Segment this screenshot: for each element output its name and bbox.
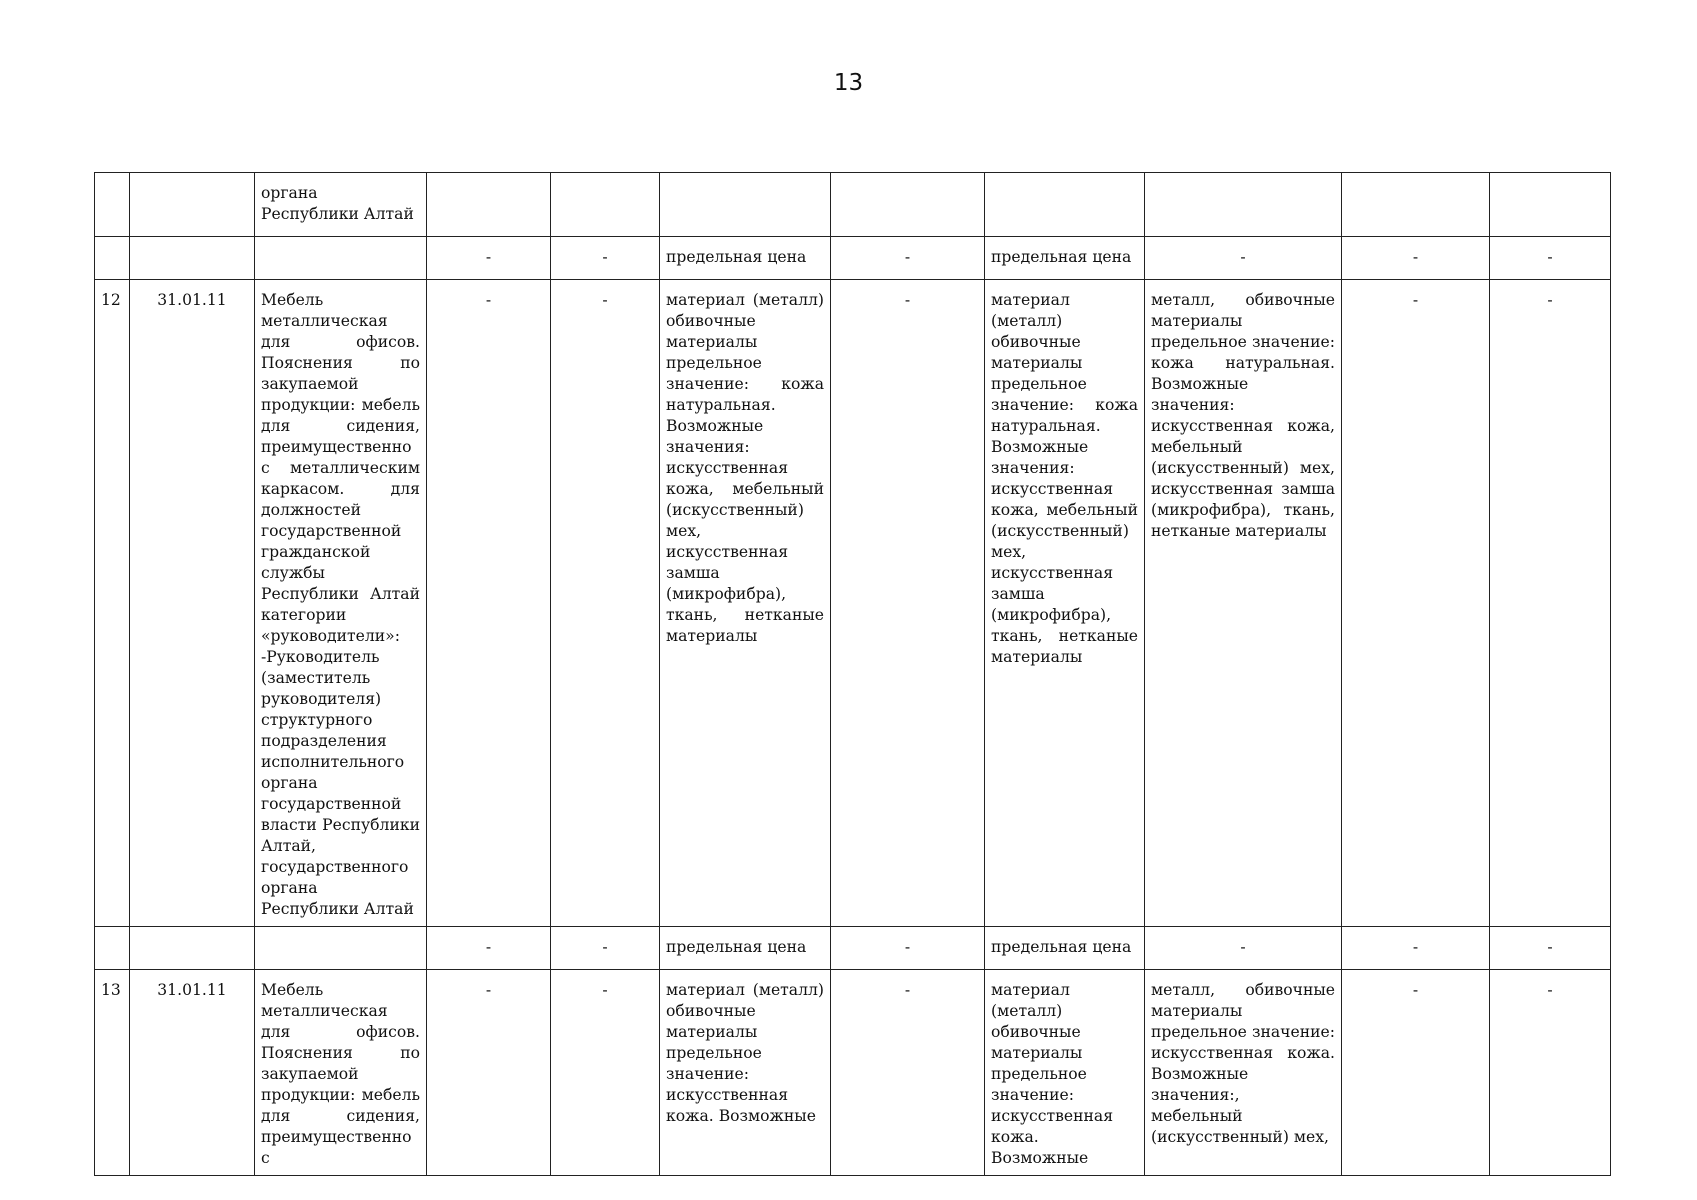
cell: металл, обивочные материалы предельное значение: искусственная кожа. Возможные значения:, мебельный (искусственный) мех, [1145,970,1342,1176]
cell: - [551,280,660,927]
cell-code: 31.01.11 [130,280,255,927]
cell: - [427,927,551,970]
cell-code [130,237,255,280]
cell: предельная цена [660,237,831,280]
cell-description [255,927,427,970]
characteristics-table [94,172,1611,1176]
table-row [95,927,1611,970]
cell: - [551,237,660,280]
cell [660,173,831,237]
cell: - [427,237,551,280]
cell: - [1342,970,1490,1176]
cell: - [831,280,985,927]
cell: материал (металл) обивочные материалы предельное значение: искусственная кожа. Возможные [660,970,831,1176]
table-row [95,173,1611,237]
cell [831,173,985,237]
cell [985,173,1145,237]
cell: - [1490,237,1611,280]
cell-number [95,237,130,280]
cell-number: 12 [95,280,130,927]
cell [1145,173,1342,237]
cell-description [255,237,427,280]
cell: материал (металл) обивочные материалы предельное значение: искусственная кожа. Возможные [985,970,1145,1176]
cell: - [1145,927,1342,970]
cell-number: 13 [95,970,130,1176]
cell-number [95,927,130,970]
cell: - [1342,927,1490,970]
cell: - [831,970,985,1176]
cell: - [1342,237,1490,280]
cell [1490,173,1611,237]
cell-number [95,173,130,237]
cell: - [1490,970,1611,1176]
cell: - [1145,237,1342,280]
cell [427,173,551,237]
cell: материал (металл) обивочные материалы предельное значение: кожа натуральная. Возможные значения: искусственная кожа, мебельный (искусственный) мех, искусственная замша (микрофибра), ткань, нетканые материалы [985,280,1145,927]
cell-description: Мебель металлическая для офисов. Пояснения по закупаемой продукции: мебель для сидения, преимущественно с [255,970,427,1176]
cell: - [1490,927,1611,970]
cell: предельная цена [985,927,1145,970]
cell-code [130,173,255,237]
cell: - [551,970,660,1176]
cell: - [427,280,551,927]
table-row [95,280,1611,927]
cell: - [1342,280,1490,927]
cell: предельная цена [985,237,1145,280]
cell: металл, обивочные материалы предельное значение: кожа натуральная. Возможные значения: искусственная кожа, мебельный (искусственный) мех, искусственная замша (микрофибра), ткань, нетканые материалы [1145,280,1342,927]
cell: - [551,927,660,970]
page-number: 13 [833,70,864,96]
cell-code: 31.01.11 [130,970,255,1176]
cell: материал (металл) обивочные материалы предельное значение: кожа натуральная. Возможные значения: искусственная кожа, мебельный (искусственный) мех, искусственная замша (микрофибра), ткань, нетканые материалы [660,280,831,927]
cell-description: органа Республики Алтай [255,173,427,237]
cell: - [831,237,985,280]
cell: - [831,927,985,970]
table-row [95,237,1611,280]
cell [1342,173,1490,237]
cell: - [427,970,551,1176]
table-row [95,970,1611,1176]
cell: предельная цена [660,927,831,970]
cell-description: Мебель металлическая для офисов. Пояснения по закупаемой продукции: мебель для сидения, преимущественно с металлическим каркасом. для должностей государственной гражданской службы Республики Алтай категории «руководители»: -Руководитель (заместитель руководителя) структурного подразделения исполнительного органа государственной власти Республики Алтай, государственного органа Республики Алтай [255,280,427,927]
cell [551,173,660,237]
cell-code [130,927,255,970]
cell: - [1490,280,1611,927]
